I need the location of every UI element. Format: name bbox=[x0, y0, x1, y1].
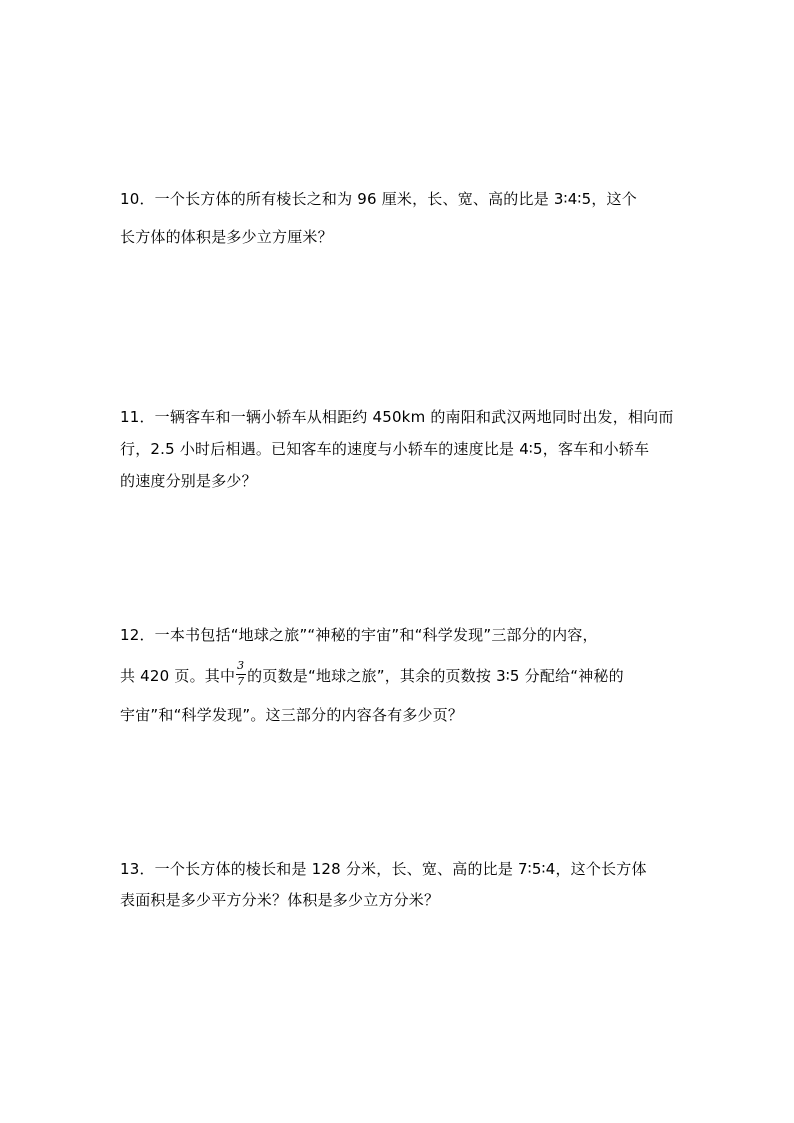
problem-12-line-2-after: 的页数是“地球之旅”，其余的页数按 3∶5 分配给“神秘的 bbox=[247, 667, 624, 685]
problem-11-line-1: 11．一辆客车和一辆小轿车从相距约 450km 的南阳和武汉两地同时出发，相向而 bbox=[120, 408, 674, 426]
problem-12-line-2 bbox=[120, 660, 624, 690]
problem-13-line-2: 表面积是多少平方分米？体积是多少立方分米？ bbox=[120, 891, 440, 909]
fraction-numerator: 3 bbox=[237, 659, 245, 672]
problem-12-line-1: 12．一本书包括“地球之旅”“神秘的宇宙”和“科学发现”三部分的内容， bbox=[120, 626, 598, 644]
fraction-three-sevenths bbox=[236, 660, 246, 690]
problem-13-line-1: 13．一个长方体的棱长和是 128 分米，长、宽、高的比是 7∶5∶4，这个长方体 bbox=[120, 860, 647, 878]
fraction-denominator: 7 bbox=[237, 675, 245, 688]
problem-11-line-2: 行，2.5 小时后相遇。已知客车的速度与小轿车的速度比是 4∶5，客车和小轿车 bbox=[120, 440, 650, 458]
problem-12-line-3: 宇宙”和“科学发现”。这三部分的内容各有多少页？ bbox=[120, 706, 464, 724]
problem-11-line-3: 的速度分别是多少？ bbox=[120, 472, 257, 490]
problem-10-line-2: 长方体的体积是多少立方厘米？ bbox=[120, 228, 333, 246]
problem-12-line-2-before: 共 420 页。其中 bbox=[120, 667, 236, 685]
problem-10-line-1: 10．一个长方体的所有棱长之和为 96 厘米，长、宽、高的比是 3∶4∶5，这个 bbox=[120, 190, 637, 208]
